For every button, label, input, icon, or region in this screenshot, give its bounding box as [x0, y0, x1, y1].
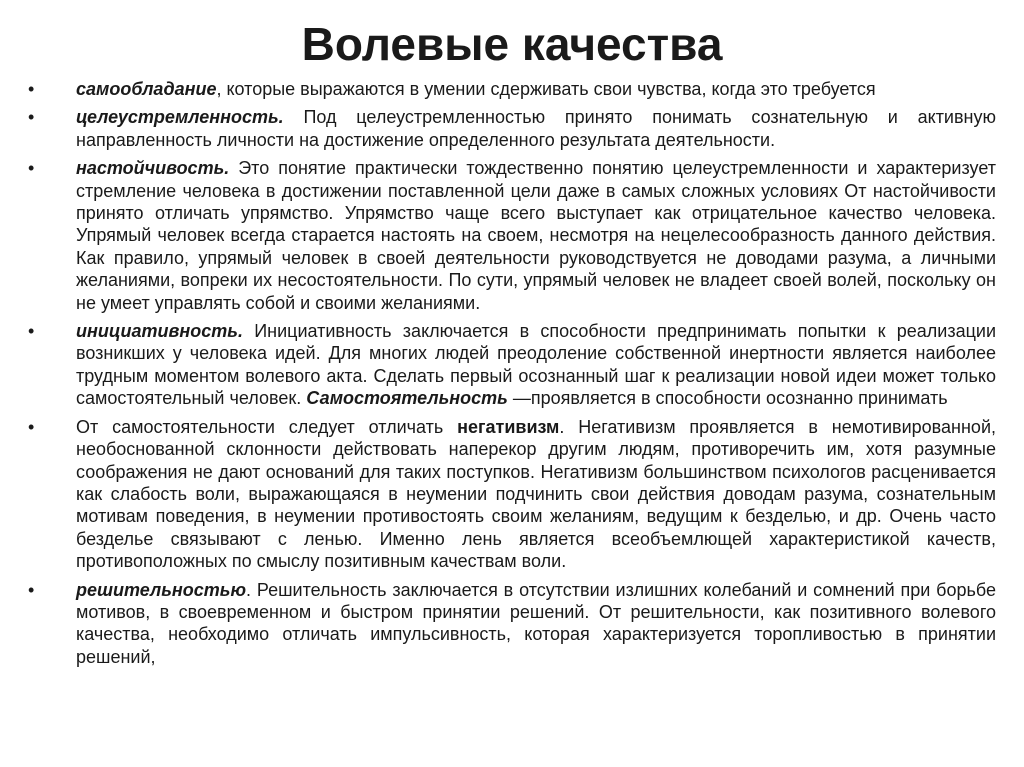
bullet-icon: • — [28, 321, 35, 342]
bullet-icon: • — [28, 416, 35, 437]
item-term: самообладание — [76, 79, 217, 99]
item-text-secondary: —проявляется в способности осознанно принимать — [507, 388, 948, 409]
page-title: Волевые качества — [301, 18, 723, 70]
list-item — [28, 320, 996, 410]
list-item — [28, 78, 996, 100]
item-text: Инициативность заключается в способности предпринимать попытки к реализации возникших у человека идей. Для многих людей преодоление собственной инертности является наиболее трудным моментом волевого акта. Сделать первый осознанный шаг к реализации новой идеи может только самостоятельный человек. — [76, 321, 996, 409]
qualities-list — [28, 78, 996, 674]
item-text: Это понятие практически тождественно понятию целеустремленности и характеризует стремление человека в достижении поставленной цели даже в самых сложных условиях От настойчивости принято отличать упрямство. Упрямство чаще всего выступает как отрицательное качество человека. Упрямый человек всегда старается настоять на своем, несмотря на нецелесообразность данного действия. Как правило, упрямый человек в своей деятельности руководствуется не доводами разума, а личными желаниями, вопреки их несостоятельности. По сути, упрямый человек не владеет своей волей, поскольку он не умеет управлять собой и своими желаниями. — [76, 158, 996, 313]
item-term: целеустремленность. — [76, 107, 284, 128]
item-term-secondary: Самостоятельность — [306, 388, 508, 409]
list-item — [28, 579, 996, 669]
item-term: решительностью — [76, 579, 247, 600]
bullet-icon: • — [28, 107, 35, 128]
item-term: настойчивость. — [76, 158, 230, 179]
item-text: . Решительность заключается в отсутствии излишних колебаний и сомнений при борьбе мотивов, в своевременном и быстром принятии решений. От решительности, как позитивного волевого качества, необходимо отличать импульсивность, которая характеризуется торопливостью в принятии решений, — [76, 579, 996, 667]
list-item — [28, 157, 996, 314]
item-term: негативизм — [457, 416, 560, 437]
list-item — [28, 106, 996, 151]
item-lead: От самостоятельности следует отличать — [76, 416, 458, 437]
item-text: . Негативизм проявляется в немотивированной, необоснованной склонности действовать наперекор другим людям, противоречить им, хотя разумные соображения не дают оснований для таких поступков. Негативизм большинством психологов расценивается как слабость воли, выражающаяся в неумении подчинить свои действия доводам разума, сознательным мотивам поведения, в неумении противостоять своим желаниям, ведущим к безделью, и др. Очень часто безделье связывают с ленью. Именно лень является всеобъемлющей характеристикой качеств, противоположных по смыслу позитивным качествам воли. — [76, 416, 996, 572]
item-text: , которые выражаются в умении сдерживать свои чувства, когда это требуется — [216, 79, 876, 99]
item-text: Под целеустремленностью принято понимать сознательную и активную направленность личности на достижение определенного результата деятельности. — [76, 107, 996, 150]
bullet-icon: • — [28, 158, 35, 179]
list-item — [28, 416, 996, 573]
bullet-icon: • — [28, 79, 35, 99]
item-term: инициативность. — [76, 321, 243, 342]
bullet-icon: • — [28, 579, 35, 600]
